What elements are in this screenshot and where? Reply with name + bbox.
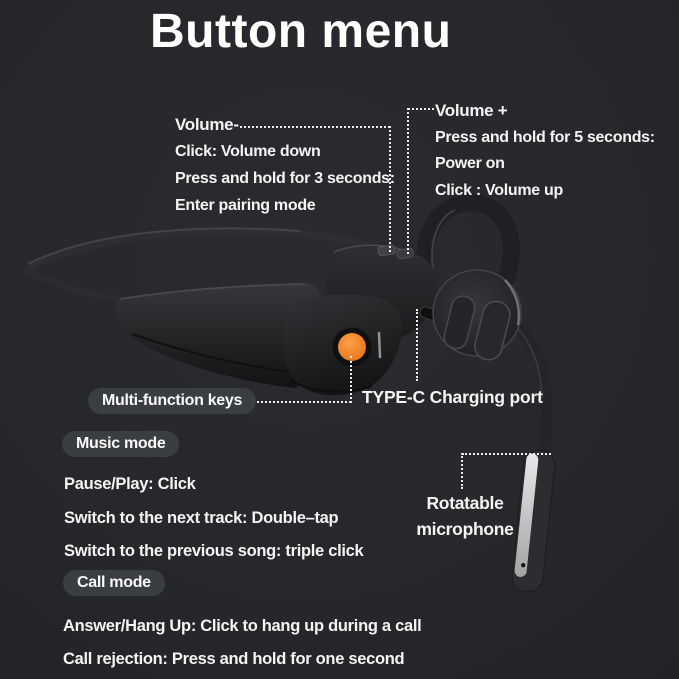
volume-plus-line-1: Press and hold for 5 seconds: [435, 128, 655, 146]
type-c-label: TYPE-C Charging port [362, 387, 543, 407]
connector-multifunction-h [246, 401, 351, 403]
volume-minus-heading: Volume- [175, 115, 239, 134]
connector-mic-h [462, 453, 551, 455]
connector-type-c-v [416, 309, 418, 381]
call-mode-line-1: Answer/Hang Up: Click to hang up during a call [63, 617, 422, 635]
connector-volume-plus-h [408, 108, 434, 110]
volume-plus-annotation [435, 98, 655, 204]
volume-minus-line-3: Enter pairing mode [175, 197, 316, 214]
connector-multifunction-v [350, 356, 352, 403]
rotatable-mic-label [403, 490, 527, 542]
music-mode-line-3: Switch to the previous song: triple click [64, 542, 364, 560]
multi-function-keys-label: Multi-function keys [88, 388, 256, 414]
connector-mic-v [461, 453, 463, 489]
rotatable-mic-line-2: microphone [416, 519, 514, 539]
page-title: Button menu [150, 5, 452, 58]
ear-cup [433, 270, 521, 362]
music-mode-annotation [64, 468, 363, 569]
volume-minus-line-1: Click: Volume down [175, 143, 321, 160]
volume-plus-line-3: Click : Volume up [435, 181, 563, 199]
volume-minus-annotation [175, 111, 395, 219]
call-mode-line-2: Call rejection: Press and hold for one second [63, 650, 405, 668]
music-mode-line-2: Switch to the next track: Double–tap [64, 508, 339, 527]
volume-minus-line-2: Press and hold for 3 seconds: [175, 170, 395, 187]
music-mode-line-1: Pause/Play: Click [64, 475, 196, 493]
volume-plus-line-2: Power on [435, 155, 505, 172]
call-mode-annotation [63, 610, 421, 676]
music-mode-label: Music mode [62, 431, 179, 457]
connector-volume-plus-v [407, 108, 409, 254]
volume-plus-heading: Volume + [435, 101, 508, 120]
front-pod [284, 295, 403, 396]
rotatable-mic-line-1: Rotatable [426, 493, 504, 513]
multi-function-button-icon [338, 333, 366, 361]
call-mode-label: Call mode [63, 570, 165, 596]
